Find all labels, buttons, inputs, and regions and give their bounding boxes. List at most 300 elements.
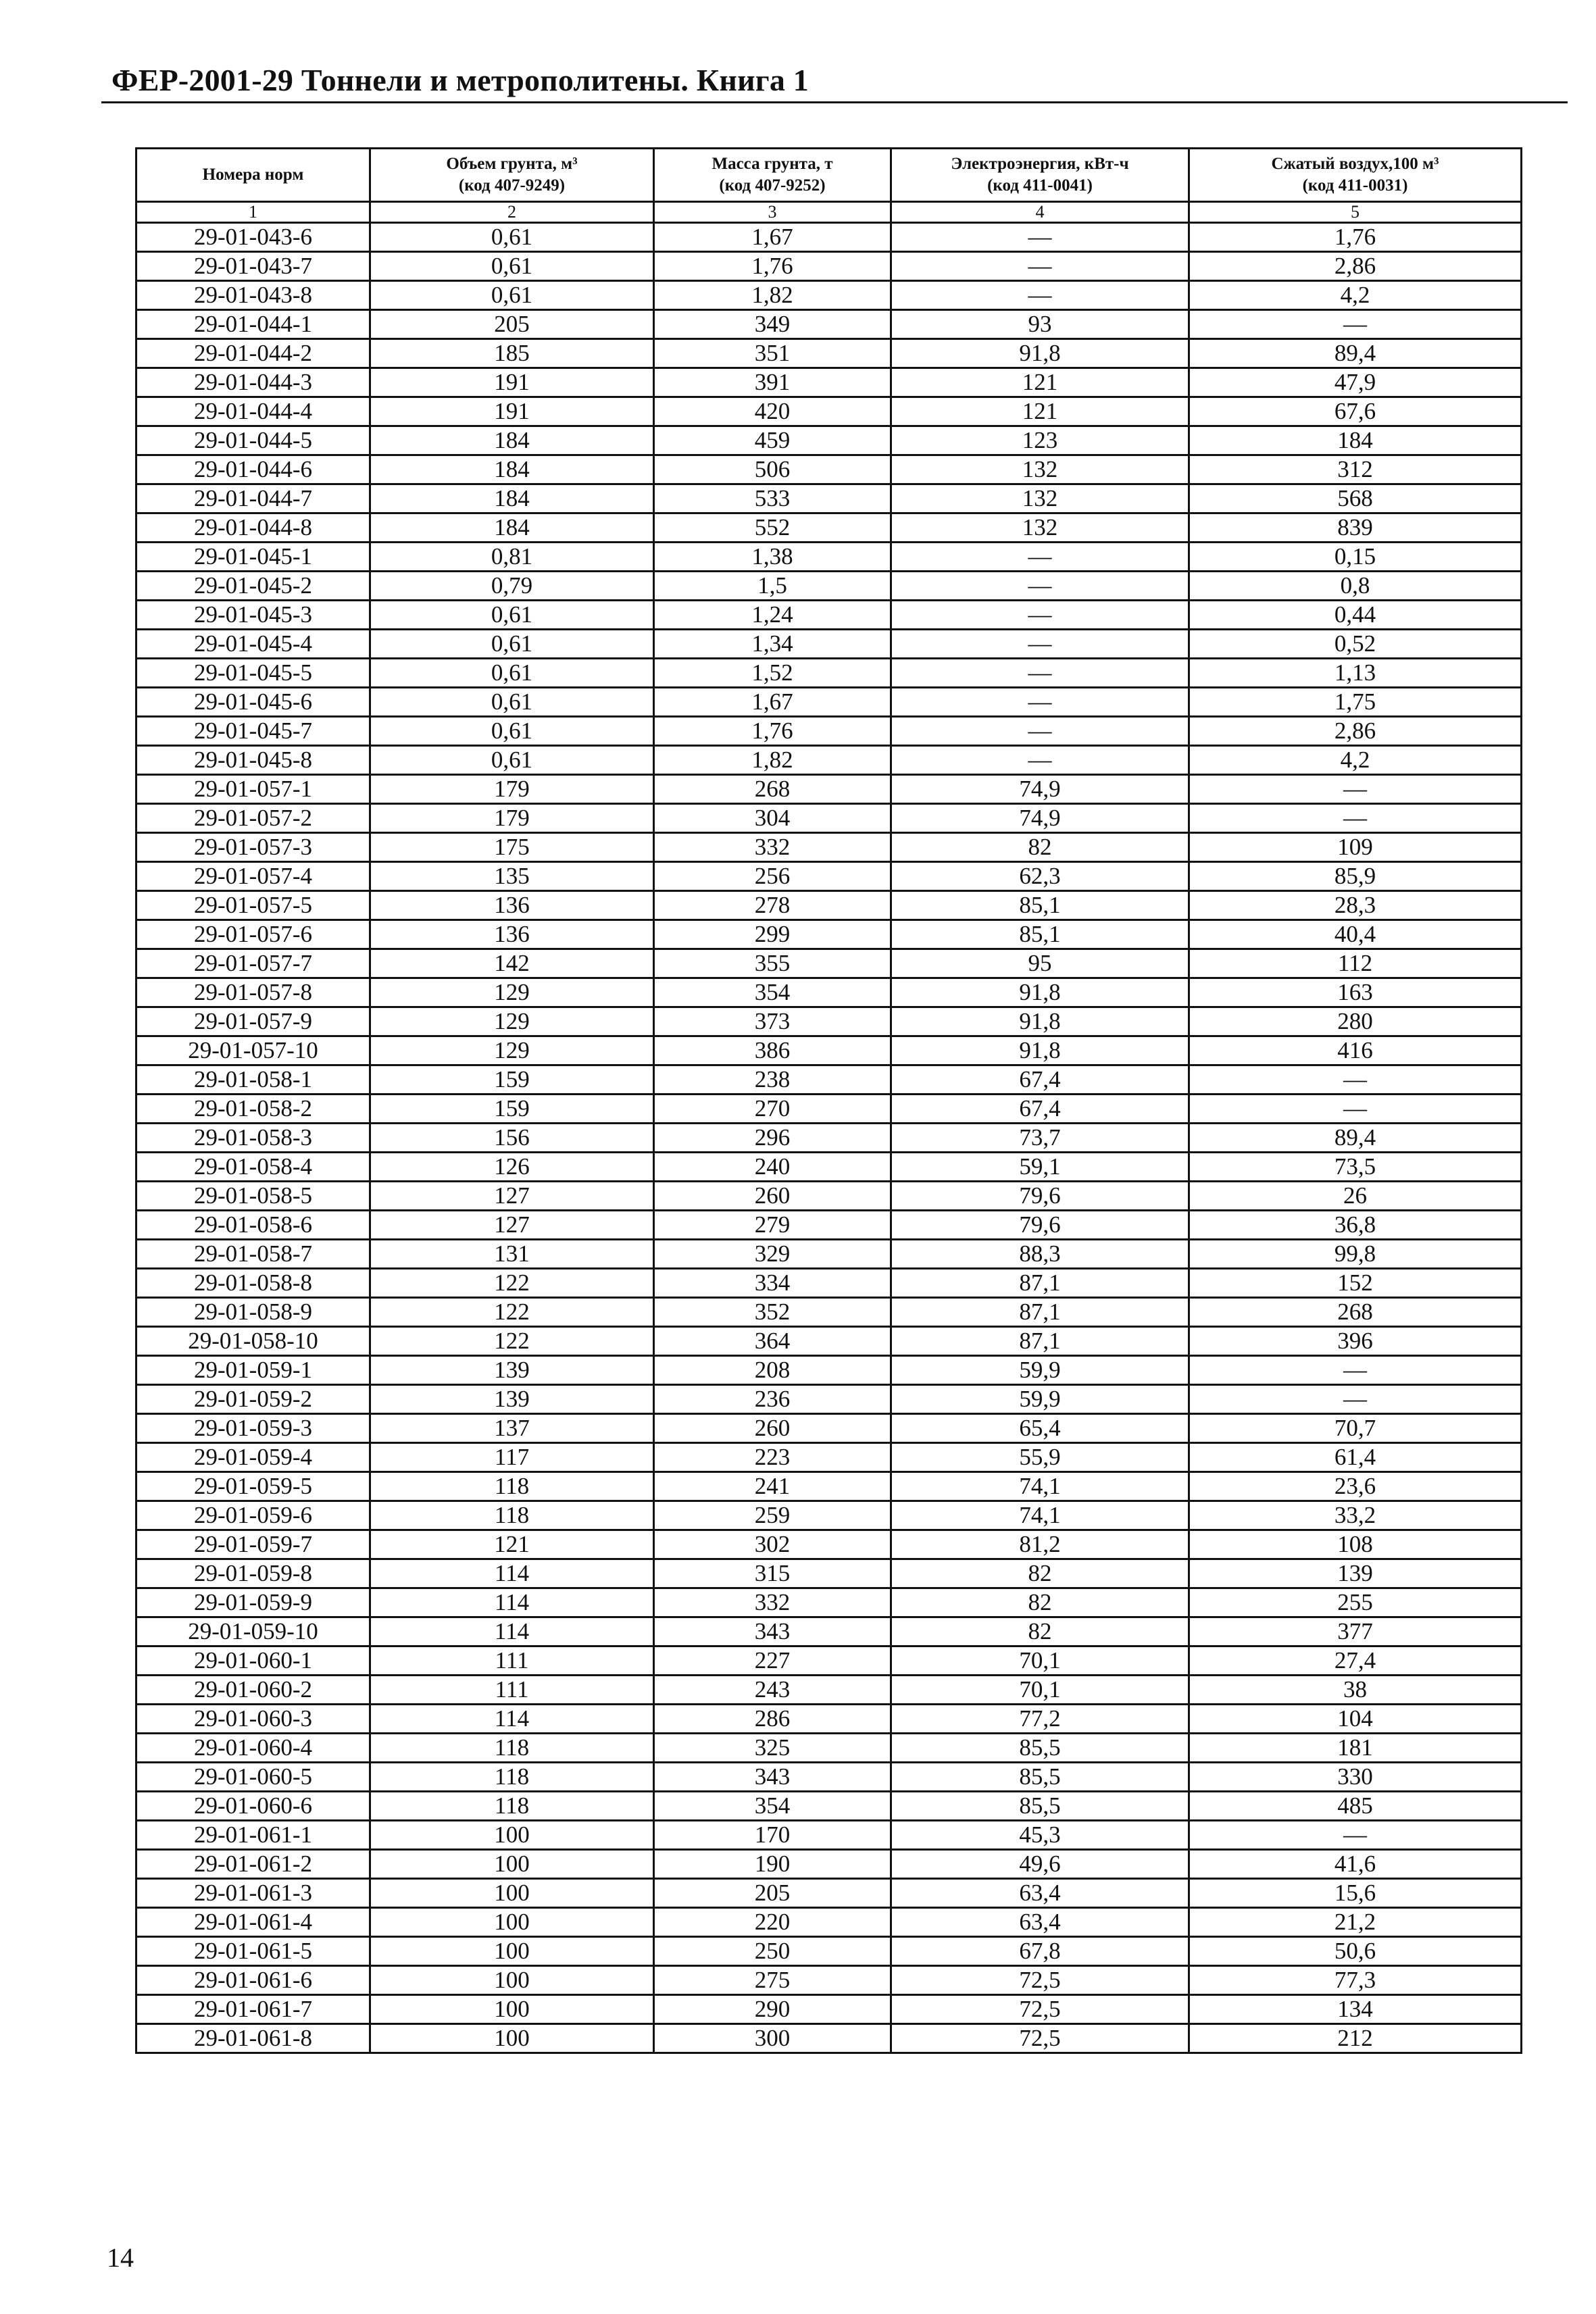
- soil-mass-cell: 260: [654, 1182, 891, 1211]
- norm-number-cell: 29-01-045-1: [136, 543, 370, 572]
- soil-mass-cell: 299: [654, 920, 891, 949]
- table-row: [136, 223, 1522, 252]
- norm-number-cell: 29-01-060-1: [136, 1646, 370, 1676]
- norm-number-cell: 29-01-059-6: [136, 1501, 370, 1530]
- compressed-air-cell: 280: [1189, 1007, 1522, 1036]
- electricity-cell: —: [891, 252, 1189, 281]
- soil-mass-cell: 1,82: [654, 746, 891, 775]
- column-header-soil-volume: [370, 149, 654, 202]
- norm-number-cell: 29-01-044-8: [136, 513, 370, 543]
- table-row: [136, 1676, 1522, 1705]
- soil-volume-cell: 179: [370, 804, 654, 833]
- compressed-air-cell: 109: [1189, 833, 1522, 862]
- compressed-air-cell: 112: [1189, 949, 1522, 978]
- norm-number-cell: 29-01-044-2: [136, 339, 370, 368]
- soil-mass-cell: 420: [654, 397, 891, 426]
- compressed-air-cell: 89,4: [1189, 339, 1522, 368]
- soil-volume-cell: 0,61: [370, 717, 654, 746]
- norm-number-cell: 29-01-058-5: [136, 1182, 370, 1211]
- soil-mass-cell: 259: [654, 1501, 891, 1530]
- soil-mass-cell: 190: [654, 1850, 891, 1879]
- table-row: [136, 1327, 1522, 1356]
- soil-mass-cell: 205: [654, 1879, 891, 1908]
- table-row: [136, 1065, 1522, 1095]
- compressed-air-cell: 99,8: [1189, 1240, 1522, 1269]
- soil-volume-cell: 184: [370, 513, 654, 543]
- soil-volume-cell: 129: [370, 978, 654, 1007]
- norm-number-cell: 29-01-043-8: [136, 281, 370, 310]
- norm-number-cell: 29-01-044-6: [136, 455, 370, 484]
- soil-volume-cell: 0,61: [370, 746, 654, 775]
- electricity-cell: 67,4: [891, 1065, 1189, 1095]
- electricity-cell: 72,5: [891, 1995, 1189, 2024]
- table-row: [136, 630, 1522, 659]
- electricity-cell: 85,5: [891, 1792, 1189, 1821]
- electricity-cell: 59,1: [891, 1153, 1189, 1182]
- soil-volume-cell: 156: [370, 1124, 654, 1153]
- column-header-electricity: [891, 149, 1189, 202]
- norm-number-cell: 29-01-057-1: [136, 775, 370, 804]
- electricity-cell: 62,3: [891, 862, 1189, 891]
- compressed-air-cell: 21,2: [1189, 1908, 1522, 1937]
- norm-number-cell: 29-01-058-9: [136, 1298, 370, 1327]
- soil-mass-cell: 1,34: [654, 630, 891, 659]
- norm-number-cell: 29-01-059-9: [136, 1588, 370, 1617]
- table-body: [136, 223, 1522, 2053]
- soil-volume-cell: 117: [370, 1443, 654, 1472]
- electricity-cell: —: [891, 688, 1189, 717]
- norm-number-cell: 29-01-057-7: [136, 949, 370, 978]
- norm-number-cell: 29-01-045-2: [136, 572, 370, 601]
- norm-number-cell: 29-01-061-7: [136, 1995, 370, 2024]
- soil-volume-cell: 122: [370, 1298, 654, 1327]
- electricity-cell: 132: [891, 455, 1189, 484]
- compressed-air-cell: 2,86: [1189, 717, 1522, 746]
- compressed-air-cell: 89,4: [1189, 1124, 1522, 1153]
- resources-table: [135, 147, 1522, 2054]
- soil-mass-cell: 1,67: [654, 223, 891, 252]
- soil-volume-cell: 0,61: [370, 223, 654, 252]
- soil-mass-cell: 386: [654, 1036, 891, 1065]
- table-row: [136, 920, 1522, 949]
- compressed-air-cell: 0,8: [1189, 572, 1522, 601]
- table-row: [136, 513, 1522, 543]
- compressed-air-cell: 67,6: [1189, 397, 1522, 426]
- table-row: [136, 1211, 1522, 1240]
- table-row: [136, 339, 1522, 368]
- norm-number-cell: 29-01-059-5: [136, 1472, 370, 1501]
- table-row: [136, 1414, 1522, 1443]
- table-row: [136, 1501, 1522, 1530]
- compressed-air-cell: 70,7: [1189, 1414, 1522, 1443]
- electricity-cell: 63,4: [891, 1908, 1189, 1937]
- column-header-line1: Сжатый воздух,100 м³: [1271, 155, 1439, 173]
- table-row: [136, 1356, 1522, 1385]
- compressed-air-cell: 485: [1189, 1792, 1522, 1821]
- compressed-air-cell: 255: [1189, 1588, 1522, 1617]
- soil-volume-cell: 0,61: [370, 252, 654, 281]
- soil-mass-cell: 552: [654, 513, 891, 543]
- electricity-cell: 87,1: [891, 1298, 1189, 1327]
- electricity-cell: 132: [891, 513, 1189, 543]
- electricity-cell: 72,5: [891, 2024, 1189, 2053]
- soil-mass-cell: 278: [654, 891, 891, 920]
- electricity-cell: 79,6: [891, 1182, 1189, 1211]
- table-row: [136, 1763, 1522, 1792]
- soil-volume-cell: 114: [370, 1617, 654, 1646]
- electricity-cell: 85,1: [891, 920, 1189, 949]
- table-row: [136, 1559, 1522, 1588]
- table-row: [136, 1908, 1522, 1937]
- soil-volume-cell: 159: [370, 1095, 654, 1124]
- compressed-air-cell: 23,6: [1189, 1472, 1522, 1501]
- norm-number-cell: 29-01-061-2: [136, 1850, 370, 1879]
- compressed-air-cell: 33,2: [1189, 1501, 1522, 1530]
- table-row: [136, 484, 1522, 513]
- soil-mass-cell: 241: [654, 1472, 891, 1501]
- norm-number-cell: 29-01-061-6: [136, 1966, 370, 1995]
- compressed-air-cell: 163: [1189, 978, 1522, 1007]
- column-number: 1: [136, 202, 370, 223]
- soil-mass-cell: 459: [654, 426, 891, 455]
- column-header-line1: Электроэнергия, кВт-ч: [951, 155, 1129, 173]
- norm-number-cell: 29-01-044-1: [136, 310, 370, 339]
- soil-volume-cell: 118: [370, 1472, 654, 1501]
- compressed-air-cell: 108: [1189, 1530, 1522, 1559]
- table-row: [136, 1153, 1522, 1182]
- soil-mass-cell: 170: [654, 1821, 891, 1850]
- compressed-air-cell: 47,9: [1189, 368, 1522, 397]
- electricity-cell: 59,9: [891, 1385, 1189, 1414]
- soil-volume-cell: 100: [370, 1879, 654, 1908]
- table-row: [136, 1269, 1522, 1298]
- header-rule: [101, 101, 1568, 103]
- table-row: [136, 1124, 1522, 1153]
- soil-mass-cell: 1,38: [654, 543, 891, 572]
- compressed-air-cell: 152: [1189, 1269, 1522, 1298]
- electricity-cell: —: [891, 543, 1189, 572]
- soil-volume-cell: 139: [370, 1356, 654, 1385]
- electricity-cell: 85,5: [891, 1734, 1189, 1763]
- soil-mass-cell: 1,5: [654, 572, 891, 601]
- norm-number-cell: 29-01-061-5: [136, 1937, 370, 1966]
- table-row: [136, 1850, 1522, 1879]
- compressed-air-cell: 40,4: [1189, 920, 1522, 949]
- table-row: [136, 601, 1522, 630]
- soil-mass-cell: 364: [654, 1327, 891, 1356]
- norm-number-cell: 29-01-043-7: [136, 252, 370, 281]
- soil-mass-cell: 332: [654, 1588, 891, 1617]
- electricity-cell: 63,4: [891, 1879, 1189, 1908]
- soil-volume-cell: 100: [370, 1908, 654, 1937]
- compressed-air-cell: 41,6: [1189, 1850, 1522, 1879]
- soil-mass-cell: 223: [654, 1443, 891, 1472]
- soil-mass-cell: 325: [654, 1734, 891, 1763]
- compressed-air-cell: 26: [1189, 1182, 1522, 1211]
- compressed-air-cell: 139: [1189, 1559, 1522, 1588]
- table-row: [136, 1617, 1522, 1646]
- table-row: [136, 1472, 1522, 1501]
- soil-volume-cell: 114: [370, 1705, 654, 1734]
- soil-volume-cell: 111: [370, 1676, 654, 1705]
- norm-number-cell: 29-01-061-3: [136, 1879, 370, 1908]
- table-row: [136, 659, 1522, 688]
- table-row: [136, 1443, 1522, 1472]
- norm-number-cell: 29-01-045-6: [136, 688, 370, 717]
- table-row: [136, 717, 1522, 746]
- compressed-air-cell: 416: [1189, 1036, 1522, 1065]
- compressed-air-cell: 396: [1189, 1327, 1522, 1356]
- compressed-air-cell: 28,3: [1189, 891, 1522, 920]
- electricity-cell: 65,4: [891, 1414, 1189, 1443]
- table-row: [136, 949, 1522, 978]
- norm-number-cell: 29-01-058-1: [136, 1065, 370, 1095]
- norm-number-cell: 29-01-060-3: [136, 1705, 370, 1734]
- norm-number-cell: 29-01-045-5: [136, 659, 370, 688]
- norm-number-cell: 29-01-044-3: [136, 368, 370, 397]
- electricity-cell: 55,9: [891, 1443, 1189, 1472]
- norm-number-cell: 29-01-058-4: [136, 1153, 370, 1182]
- table-row: [136, 1705, 1522, 1734]
- electricity-cell: 91,8: [891, 978, 1189, 1007]
- electricity-cell: 93: [891, 310, 1189, 339]
- norm-number-cell: 29-01-060-2: [136, 1676, 370, 1705]
- soil-mass-cell: 354: [654, 1792, 891, 1821]
- compressed-air-cell: 4,2: [1189, 746, 1522, 775]
- column-number: 2: [370, 202, 654, 223]
- soil-volume-cell: 127: [370, 1182, 654, 1211]
- soil-volume-cell: 0,61: [370, 688, 654, 717]
- electricity-cell: 91,8: [891, 1036, 1189, 1065]
- table-row: [136, 978, 1522, 1007]
- table-row: [136, 1792, 1522, 1821]
- soil-mass-cell: 1,24: [654, 601, 891, 630]
- norm-number-cell: 29-01-045-8: [136, 746, 370, 775]
- norm-number-cell: 29-01-058-6: [136, 1211, 370, 1240]
- compressed-air-cell: 568: [1189, 484, 1522, 513]
- compressed-air-cell: 0,15: [1189, 543, 1522, 572]
- electricity-cell: 79,6: [891, 1211, 1189, 1240]
- electricity-cell: 67,8: [891, 1937, 1189, 1966]
- table-row: [136, 310, 1522, 339]
- soil-mass-cell: 302: [654, 1530, 891, 1559]
- electricity-cell: 74,1: [891, 1501, 1189, 1530]
- electricity-cell: —: [891, 281, 1189, 310]
- table-row: [136, 833, 1522, 862]
- compressed-air-cell: 0,44: [1189, 601, 1522, 630]
- soil-volume-cell: 184: [370, 484, 654, 513]
- compressed-air-cell: 1,13: [1189, 659, 1522, 688]
- electricity-cell: —: [891, 630, 1189, 659]
- compressed-air-cell: 2,86: [1189, 252, 1522, 281]
- norm-number-cell: 29-01-044-5: [136, 426, 370, 455]
- soil-mass-cell: 270: [654, 1095, 891, 1124]
- soil-volume-cell: 139: [370, 1385, 654, 1414]
- soil-volume-cell: 137: [370, 1414, 654, 1443]
- soil-volume-cell: 0,61: [370, 601, 654, 630]
- soil-volume-cell: 129: [370, 1036, 654, 1065]
- electricity-cell: 82: [891, 1559, 1189, 1588]
- compressed-air-cell: —: [1189, 1065, 1522, 1095]
- soil-volume-cell: 184: [370, 455, 654, 484]
- compressed-air-cell: 15,6: [1189, 1879, 1522, 1908]
- table-row: [136, 1879, 1522, 1908]
- soil-volume-cell: 0,81: [370, 543, 654, 572]
- soil-mass-cell: 332: [654, 833, 891, 862]
- soil-volume-cell: 127: [370, 1211, 654, 1240]
- soil-mass-cell: 354: [654, 978, 891, 1007]
- compressed-air-cell: 36,8: [1189, 1211, 1522, 1240]
- soil-mass-cell: 238: [654, 1065, 891, 1095]
- soil-mass-cell: 1,67: [654, 688, 891, 717]
- electricity-cell: 82: [891, 833, 1189, 862]
- compressed-air-cell: —: [1189, 804, 1522, 833]
- electricity-cell: 85,5: [891, 1763, 1189, 1792]
- electricity-cell: —: [891, 659, 1189, 688]
- column-header-line1: Номера норм: [202, 166, 304, 184]
- electricity-cell: 70,1: [891, 1676, 1189, 1705]
- soil-mass-cell: 1,82: [654, 281, 891, 310]
- electricity-cell: 59,9: [891, 1356, 1189, 1385]
- electricity-cell: 91,8: [891, 1007, 1189, 1036]
- column-header-line1: Масса грунта, т: [712, 155, 833, 173]
- compressed-air-cell: 85,9: [1189, 862, 1522, 891]
- soil-volume-cell: 100: [370, 1995, 654, 2024]
- soil-mass-cell: 286: [654, 1705, 891, 1734]
- soil-volume-cell: 135: [370, 862, 654, 891]
- table-row: [136, 688, 1522, 717]
- soil-mass-cell: 260: [654, 1414, 891, 1443]
- soil-mass-cell: 236: [654, 1385, 891, 1414]
- column-header-code: (код 411-0031): [1302, 176, 1408, 195]
- soil-volume-cell: 0,61: [370, 659, 654, 688]
- soil-volume-cell: 185: [370, 339, 654, 368]
- soil-volume-cell: 114: [370, 1588, 654, 1617]
- table-row: [136, 2024, 1522, 2053]
- soil-mass-cell: 268: [654, 775, 891, 804]
- soil-volume-cell: 118: [370, 1792, 654, 1821]
- soil-volume-cell: 118: [370, 1763, 654, 1792]
- norm-number-cell: 29-01-059-7: [136, 1530, 370, 1559]
- table-row: [136, 1036, 1522, 1065]
- compressed-air-cell: 268: [1189, 1298, 1522, 1327]
- electricity-cell: 87,1: [891, 1269, 1189, 1298]
- soil-mass-cell: 1,52: [654, 659, 891, 688]
- norm-number-cell: 29-01-058-2: [136, 1095, 370, 1124]
- norm-number-cell: 29-01-057-9: [136, 1007, 370, 1036]
- table-row: [136, 1937, 1522, 1966]
- electricity-cell: 74,9: [891, 775, 1189, 804]
- soil-mass-cell: 349: [654, 310, 891, 339]
- table-row: [136, 368, 1522, 397]
- table-row: [136, 397, 1522, 426]
- norm-number-cell: 29-01-059-3: [136, 1414, 370, 1443]
- soil-mass-cell: 506: [654, 455, 891, 484]
- soil-mass-cell: 243: [654, 1676, 891, 1705]
- soil-volume-cell: 205: [370, 310, 654, 339]
- table-row: [136, 746, 1522, 775]
- soil-volume-cell: 184: [370, 426, 654, 455]
- compressed-air-cell: 330: [1189, 1763, 1522, 1792]
- norm-number-cell: 29-01-059-8: [136, 1559, 370, 1588]
- electricity-cell: —: [891, 223, 1189, 252]
- soil-mass-cell: 1,76: [654, 252, 891, 281]
- electricity-cell: 123: [891, 426, 1189, 455]
- table-row: [136, 1182, 1522, 1211]
- norm-number-cell: 29-01-060-4: [136, 1734, 370, 1763]
- norm-number-cell: 29-01-045-4: [136, 630, 370, 659]
- table-row: [136, 1240, 1522, 1269]
- compressed-air-cell: 1,76: [1189, 223, 1522, 252]
- electricity-cell: 74,9: [891, 804, 1189, 833]
- compressed-air-cell: 181: [1189, 1734, 1522, 1763]
- electricity-cell: 81,2: [891, 1530, 1189, 1559]
- soil-mass-cell: 352: [654, 1298, 891, 1327]
- norm-number-cell: 29-01-059-1: [136, 1356, 370, 1385]
- norm-number-cell: 29-01-057-8: [136, 978, 370, 1007]
- soil-mass-cell: 334: [654, 1269, 891, 1298]
- table-row: [136, 862, 1522, 891]
- table-row: [136, 891, 1522, 920]
- column-header-code: (код 407-9249): [458, 176, 566, 195]
- soil-mass-cell: 279: [654, 1211, 891, 1240]
- soil-volume-cell: 122: [370, 1327, 654, 1356]
- soil-volume-cell: 179: [370, 775, 654, 804]
- soil-volume-cell: 131: [370, 1240, 654, 1269]
- norm-number-cell: 29-01-057-5: [136, 891, 370, 920]
- soil-mass-cell: 227: [654, 1646, 891, 1676]
- table-row: [136, 1588, 1522, 1617]
- compressed-air-cell: 50,6: [1189, 1937, 1522, 1966]
- norm-number-cell: 29-01-059-4: [136, 1443, 370, 1472]
- compressed-air-cell: —: [1189, 1095, 1522, 1124]
- norm-number-cell: 29-01-057-4: [136, 862, 370, 891]
- compressed-air-cell: 4,2: [1189, 281, 1522, 310]
- norm-number-cell: 29-01-060-5: [136, 1763, 370, 1792]
- table-row: [136, 1966, 1522, 1995]
- soil-volume-cell: 114: [370, 1559, 654, 1588]
- soil-volume-cell: 111: [370, 1646, 654, 1676]
- table-row: [136, 572, 1522, 601]
- table-row: [136, 281, 1522, 310]
- compressed-air-cell: 0,52: [1189, 630, 1522, 659]
- compressed-air-cell: 377: [1189, 1617, 1522, 1646]
- norm-number-cell: 29-01-058-10: [136, 1327, 370, 1356]
- column-header-norm-numbers: [136, 149, 370, 202]
- soil-volume-cell: 136: [370, 891, 654, 920]
- compressed-air-cell: —: [1189, 775, 1522, 804]
- table-row: [136, 775, 1522, 804]
- electricity-cell: 121: [891, 368, 1189, 397]
- soil-mass-cell: 290: [654, 1995, 891, 2024]
- compressed-air-cell: 38: [1189, 1676, 1522, 1705]
- compressed-air-cell: 73,5: [1189, 1153, 1522, 1182]
- compressed-air-cell: —: [1189, 1821, 1522, 1850]
- compressed-air-cell: 839: [1189, 513, 1522, 543]
- compressed-air-cell: 312: [1189, 455, 1522, 484]
- electricity-cell: 121: [891, 397, 1189, 426]
- table-row: [136, 543, 1522, 572]
- soil-volume-cell: 175: [370, 833, 654, 862]
- compressed-air-cell: 184: [1189, 426, 1522, 455]
- table-row: [136, 426, 1522, 455]
- norm-number-cell: 29-01-061-1: [136, 1821, 370, 1850]
- column-header-code: (код 411-0041): [987, 176, 1093, 195]
- soil-mass-cell: 250: [654, 1937, 891, 1966]
- norm-number-cell: 29-01-058-3: [136, 1124, 370, 1153]
- column-number-row: [136, 202, 1522, 223]
- electricity-cell: 91,8: [891, 339, 1189, 368]
